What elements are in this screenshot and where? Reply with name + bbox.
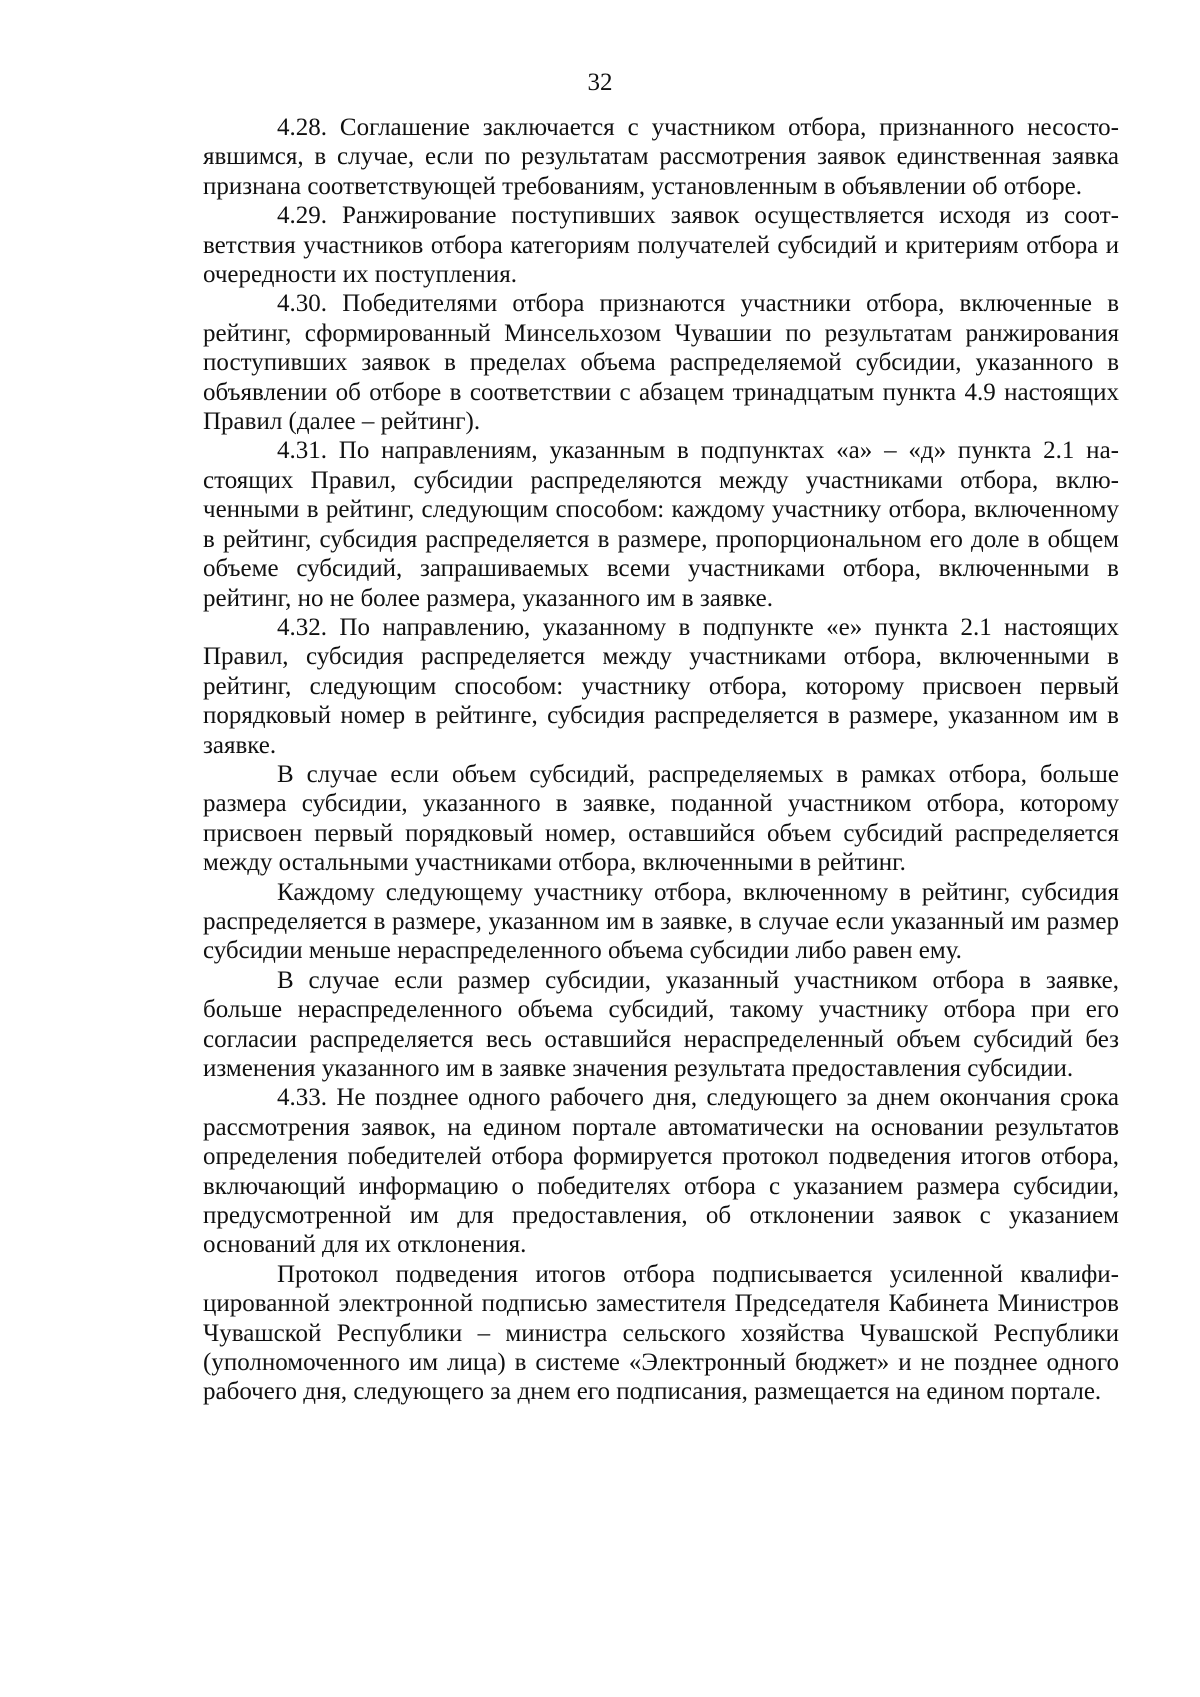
page-number: 32 — [587, 69, 613, 96]
paragraph-4-31: 4.31. По направлениям, указанным в подпунктах «а» – «д» пункта 2.1 настоящих Правил, субсидии распределяются между участниками отбора, включенными в рейтинг, следующим способом: каждому участнику отбора, включенному в рейтинг, субсидия распределяется в размере, пропорциональном его доле в общем объеме субсидий, запрашиваемых всеми участниками отбора, включенными в рейтинг, но не более размера, указанного им в заявке. — [203, 437, 1119, 612]
document-body — [203, 113, 1119, 1407]
paragraph-4-32: 4.32. По направлению, указанному в подпункте «е» пункта 2.1 настоящих Правил, субсидия распределяется между участниками отбора, включенными в рейтинг, следующим способом: участнику отбора, которому присвоен первый порядковый номер в рейтинге, субсидия распределяется в размере, указанном им в заявке. — [203, 613, 1119, 759]
paragraph-4-32-exceeding: В случае если размер субсидии, указанный участником отбора в заявке, больше нераспределенного объема субсидий, такому участнику отбора при его согласии распределяется весь оставшийся нераспределенный объем субсидий без изменения указанного им в заявке значения результата предоставления субсидии. — [203, 966, 1119, 1082]
paragraph-4-33-protocol: Протокол подведения итогов отбора подписывается усиленной квалифицированной электронной подписью заместителя Председателя Кабинета Министров Чувашской Республики – министра сельского хозяйства Чувашской Республики (уполномоченного им лица) в системе «Электронный бюджет» и не позднее одного рабочего дня, следующего за днем его подписания, размещается на едином портале. — [203, 1260, 1119, 1406]
paragraph-4-28: 4.28. Соглашение заключается с участником отбора, признанного несостоявшимся, в случае, если по результатам рассмотрения заявок единственная заявка признана соответствующей требованиям, установленным в объявлении об отборе. — [203, 114, 1119, 200]
paragraph-4-33: 4.33. Не позднее одного рабочего дня, следующего за днем окончания срока рассмотрения заявок, на едином портале автоматически на основании результатов определения победителей отбора формируется протокол подведения итогов отбора, включающий информацию о победителях отбора с указанием размера субсидии, предусмотренной им для предоставления, об отклонении заявок с указанием оснований для их отклонения. — [203, 1084, 1119, 1259]
paragraph-4-29: 4.29. Ранжирование поступивших заявок осуществляется исходя из соответствия участников отбора категориям получателей субсидий и критериям отбора и очередности их поступления. — [203, 202, 1119, 289]
paragraph-4-32-remainder: В случае если объем субсидий, распределяемых в рамках отбора, больше размера субсидии, указанного в заявке, поданной участником отбора, которому присвоен первый порядковый номер, оставшийся объем субсидий распределяется между остальными участниками отбора, включенными в рейтинг. — [203, 760, 1119, 877]
paragraph-4-30: 4.30. Победителями отбора признаются участники отбора, включенные в рейтинг, сформированный Минсельхозом Чувашии по результатам ранжирования поступивших заявок в пределах объема распределяемой субсидии, указанного в объявлении об отборе в соответствии с абзацем тринадцатым пункта 4.9 настоящих Правил (далее – рейтинг). — [203, 290, 1119, 436]
paragraph-4-32-next-participant: Каждому следующему участнику отбора, включенному в рейтинг, субсидия распределяется в размере, указанном им в заявке, в случае если указанный им размер субсидии меньше нераспределенного объема субсидии либо равен ему. — [203, 878, 1119, 965]
